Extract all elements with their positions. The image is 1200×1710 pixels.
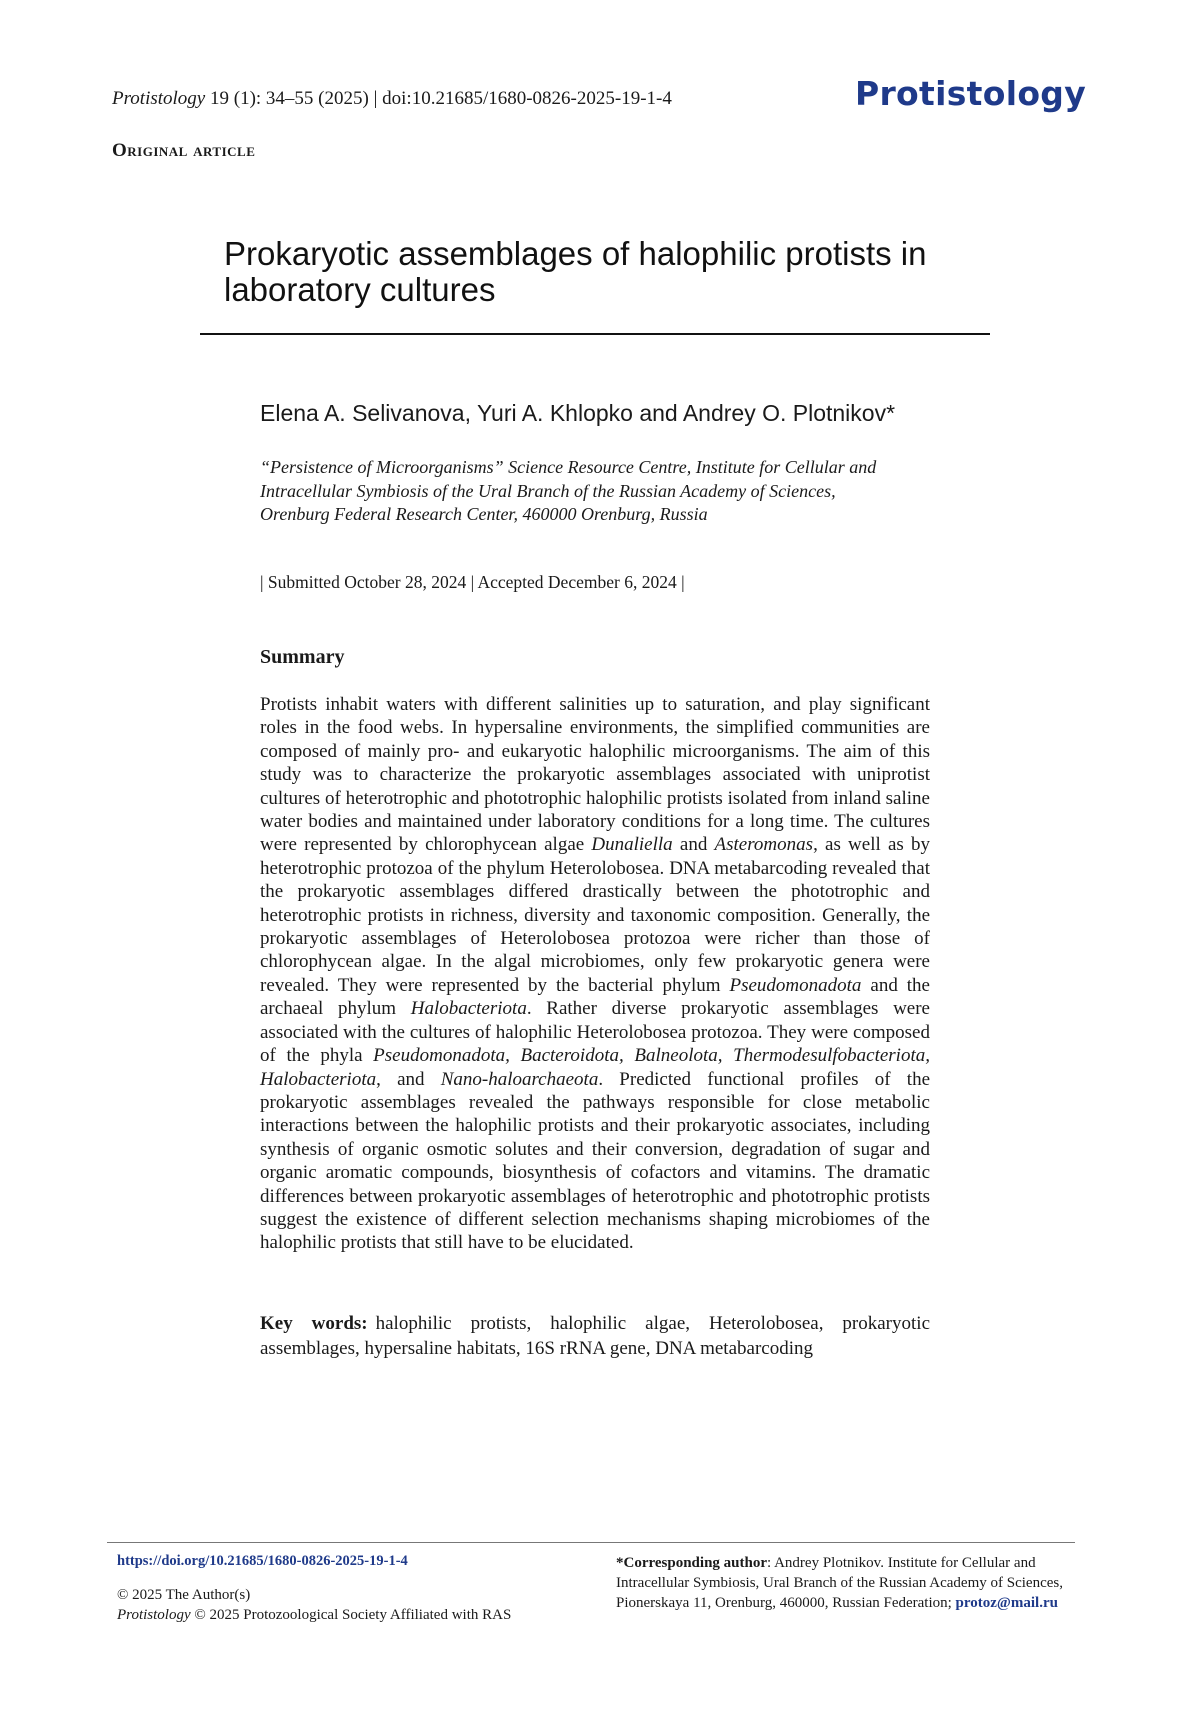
title-divider [200,333,990,335]
summary-body [260,693,930,1255]
corresponding-author-label: *Corresponding author [616,1555,767,1571]
submission-dates: | Submitted October 28, 2024 | Accepted December 6, 2024 | [260,572,685,593]
affiliation: “Persistence of Microorganisms” Science Resource Centre, Institute for Cellular and Intracellular Symbiosis of the Ural Branch of the Russian Academy of Sciences, Orenburg Federal Research Center, 460000 Orenburg, Russia [260,456,900,527]
footer-journal-name: Protistology [117,1607,191,1623]
article-title: Prokaryotic assemblages of halophilic protists in laboratory cultures [224,236,984,308]
email-link[interactable]: protoz@mail.ru [956,1595,1058,1611]
author-list: Elena A. Selivanova, Yuri A. Khlopko and Andrey O. Plotnikov* [260,400,895,427]
doi-link[interactable]: https://doi.org/10.21685/1680-0826-2025-19-1-4 [117,1553,408,1570]
keywords-text: halophilic protists, halophilic algae, Heterolobosea, prokaryotic assemblages, hypersaline habitats, 16S rRNA gene, DNA metabarcoding [260,1313,930,1359]
summary-taxon: Halobacteriota [411,998,527,1019]
summary-text: and the archaeal phylum [260,975,930,1019]
summary-text: and [673,834,715,855]
journal-name: Protistology [112,88,205,109]
summary-taxon: Dunaliella [591,834,672,855]
corresponding-author-text: : Andrey Plotnikov. Institute for Cellular and Intracellular Symbiosis, Ural Branch of the Russian Academy of Sciences, Pionerskaya 11, Orenburg, 460000, Russian Federation; [616,1555,1063,1611]
footer-divider [107,1542,1075,1543]
summary-text: , as well as by heterotrophic protozoa of the phylum Heterolobosea. DNA metabarcoding revealed that the prokaryotic assemblages differed drastically between the phototrophic and heterotrophic protists in richness, diversity and taxonomic composition. Generally, the prokaryotic assemblages of Heterolobosea protozoa were richer than those of chlorophycean algae. In the algal microbiomes, only few prokaryotic genera were revealed. They were represented by the bacterial phylum [260,834,930,995]
summary-taxon: Pseudomonadota, Bacteroidota, Balneolota, Thermodesulfobacteriota, Halobacteriota [260,1045,930,1089]
journal-citation [112,88,672,110]
keywords [260,1311,930,1361]
corresponding-author [616,1553,1076,1613]
copyright-author: © 2025 The Author(s) [117,1587,250,1604]
summary-text: Protists inhabit waters with different salinities up to saturation, and play significant roles in the food webs. In hypersaline environments, the simplified communities are composed of mainly pro- and eukaryotic halophilic microorganisms. The aim of this study was to characterize the prokaryotic assemblages associated with uniprotist cultures of heterotrophic and phototrophic halophilic protists isolated from inland saline water bodies and maintained under laboratory conditions for a long time. The cultures were represented by chlorophycean algae [260,694,930,855]
summary-taxon: Nano-haloarchaeota [441,1069,599,1090]
summary-heading: Summary [260,646,344,669]
copyright-society-text: © 2025 Protozoological Society Affiliated with RAS [191,1607,512,1623]
summary-text: , and [376,1069,441,1090]
citation-details: 19 (1): 34–55 (2025) | doi:10.21685/1680-0826-2025-19-1-4 [205,88,672,109]
keywords-label: Key words: [260,1313,368,1334]
copyright-society [117,1607,511,1624]
journal-logo: Protistology [855,74,1086,113]
summary-text: . Rather diverse prokaryotic assemblages were associated with the cultures of halophilic Heterolobosea protozoa. They were composed of the phyla [260,998,930,1066]
summary-taxon: Asteromonas [715,834,814,855]
summary-text: . Predicted functional profiles of the prokaryotic assemblages revealed the pathways responsible for close metabolic interactions between the halophilic protists and their prokaryotic associates, including synthesis of organic osmotic solutes and their conversion, degradation of sugar and organic aromatic compounds, biosynthesis of cofactors and vitamins. The dramatic differences between prokaryotic assemblages of heterotrophic and phototrophic protists suggest the existence of different selection mechanisms shaping microbiomes of the halophilic protists that still have to be elucidated. [260,1069,930,1254]
article-type: Original article [112,140,255,162]
summary-taxon: Pseudomonadota [730,975,862,996]
